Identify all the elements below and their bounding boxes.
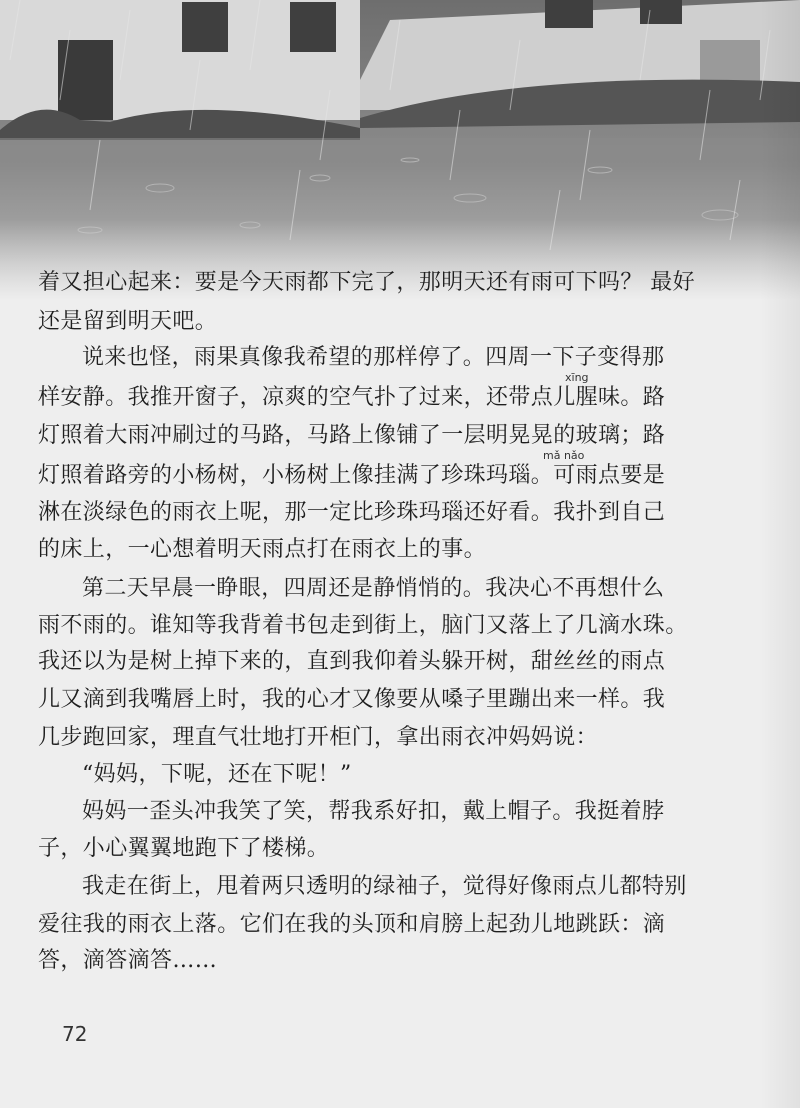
text-line: 淋在淡绿色的雨衣上呢，那一定比珍珠玛瑙还好看。我扑到自己 [38,500,666,525]
text-line: 样安静。我推开窗子，凉爽的空气扑了过来，还带点儿腥味。路 [38,385,666,410]
text-line: 灯照着路旁的小杨树，小杨树上像挂满了珍珠玛瑙。可雨点要是 [38,463,666,488]
text-line: 子，小心翼翼地跑下了楼梯。 [38,836,330,861]
text-line: 儿又滴到我嘴唇上时，我的心才又像要从嗓子里蹦出来一样。我 [38,687,666,712]
text-line: 灯照着大雨冲刷过的马路，马路上像铺了一层明晃晃的玻璃；路 [38,423,666,448]
text-line: 雨不雨的。谁知等我背着书包走到街上，脑门又落上了几滴水珠。 [38,613,688,638]
rain-street-illustration [0,0,800,300]
text-line: 还是留到明天吧。 [38,309,218,334]
text-line: 几步跑回家，理直气壮地打开柜门，拿出雨衣冲妈妈说： [38,725,599,750]
window-4 [640,0,682,24]
text-line: 着又担心起来：要是今天雨都下完了，那明天还有雨可下吗？ 最好 [38,270,695,295]
page-number: 72 [62,1022,88,1046]
pinyin-annotation: mǎ nǎo [543,449,585,462]
text-line: 爱往我的雨衣上落。它们在我的头顶和肩膀上起劲儿地跳跃：滴 [38,912,666,937]
text-line: 说来也怪，雨果真像我希望的那样停了。四周一下子变得那 [82,345,665,370]
window-1 [182,2,228,52]
text-line: 答，滴答滴答…… [38,948,218,973]
window-3 [545,0,593,28]
text-line: 妈妈一歪头冲我笑了笑，帮我系好扣，戴上帽子。我挺着脖 [82,799,665,824]
page-edge-shadow [760,0,800,1108]
text-line: 我走在街上，甩着两只透明的绿袖子，觉得好像雨点儿都特别 [82,874,687,899]
pinyin-annotation: xīng [565,371,589,384]
doorway [58,40,113,120]
text-line: 我还以为是树上掉下来的，直到我仰着头躲开树，甜丝丝的雨点 [38,649,666,674]
text-line: 第二天早晨一睁眼，四周还是静悄悄的。我决心不再想什么 [82,576,665,601]
window-2 [290,2,336,52]
text-line: 的床上，一心想着明天雨点打在雨衣上的事。 [38,537,487,562]
text-line: “妈妈，下呢，还在下呢！” [82,762,352,787]
